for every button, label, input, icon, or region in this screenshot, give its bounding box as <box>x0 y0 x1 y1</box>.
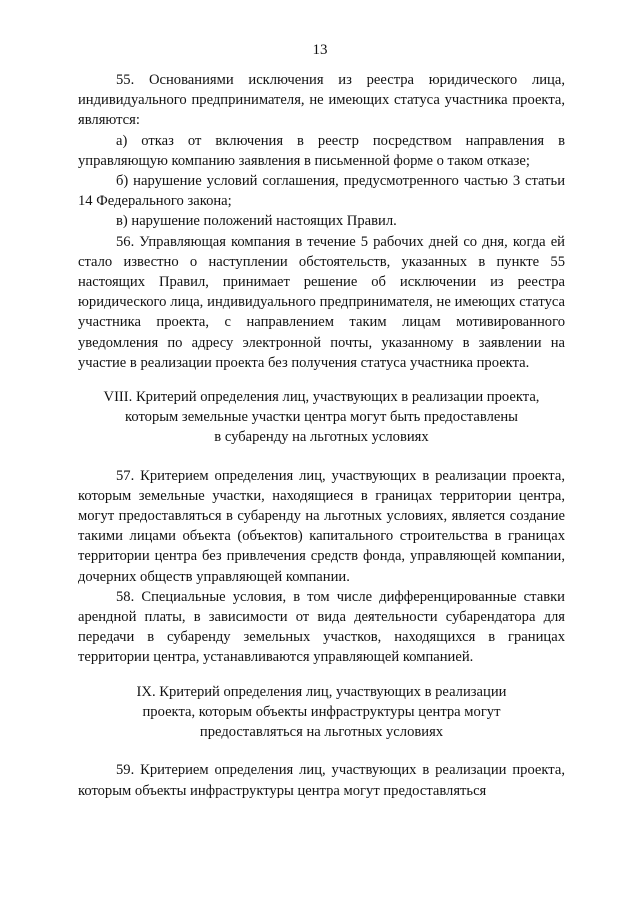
section-heading-viii <box>78 387 565 448</box>
page-number: 13 <box>312 42 328 58</box>
paragraph-55-item-b: б) нарушение условий соглашения, предусмотренного частью 3 статьи 14 Федерального закона; <box>78 173 565 210</box>
paragraph-57: 57. Критерием определения лиц, участвующих в реализации проекта, которым земельные участки, находящиеся в границах территории центра, могут предоставляться в субаренду на льготных условиях, является создание такими лицами объекта (объектов) капитального строительства в границах территории центра без привлечения средств фонда, управляющей компании, дочерних обществ управляющей компании. <box>78 467 565 585</box>
section-heading-ix-line-1: IX. Критерий определения лиц, участвующих в реализации <box>136 683 507 700</box>
document-body <box>78 70 565 801</box>
section-heading-ix <box>78 682 565 743</box>
section-heading-viii-line-3: в субаренду на льготных условиях <box>214 429 429 446</box>
paragraph-58: 58. Специальные условия, в том числе дифференцированные ставки арендной платы, в зависимости от вида деятельности субарендатора для передачи в субаренду земельных участков, находящихся в границах территории центра, устанавливаются управляющей компанией. <box>78 588 565 666</box>
section-heading-ix-line-3: предоставляться на льготных условиях <box>199 724 444 741</box>
paragraph-55: 55. Основаниями исключения из реестра юридического лица, индивидуального предпринимателя, не имеющих статуса участника проекта, являются: <box>78 72 565 129</box>
paragraph-55-item-a: а) отказ от включения в реестр посредством направления в управляющую компанию заявления в письменной форме о таком отказе; <box>78 132 565 169</box>
paragraph-55-item-c: в) нарушение положений настоящих Правил. <box>116 213 397 230</box>
section-heading-ix-line-2: проекта, которым объекты инфраструктуры центра могут <box>142 703 501 720</box>
section-heading-viii-line-1: VIII. Критерий определения лиц, участвующих в реализации проекта, <box>103 389 540 406</box>
section-heading-viii-line-2: которым земельные участки центра могут быть предоставлены <box>125 409 518 426</box>
paragraph-59: 59. Критерием определения лиц, участвующих в реализации проекта, которым объекты инфраструктуры центра могут предоставляться <box>78 762 565 799</box>
paragraph-56: 56. Управляющая компания в течение 5 рабочих дней со дня, когда ей стало известно о наступлении обстоятельств, указанных в пункте 55 настоящих Правил, принимает решение об исключении из реестра юридического лица, индивидуального предпринимателя, не имеющих статуса участника проекта, с направлением таким лицам мотивированного уведомления по адресу электронной почты, указанному в заявлении на участие в реализации проекта без получения статуса участника проекта. <box>78 233 565 371</box>
